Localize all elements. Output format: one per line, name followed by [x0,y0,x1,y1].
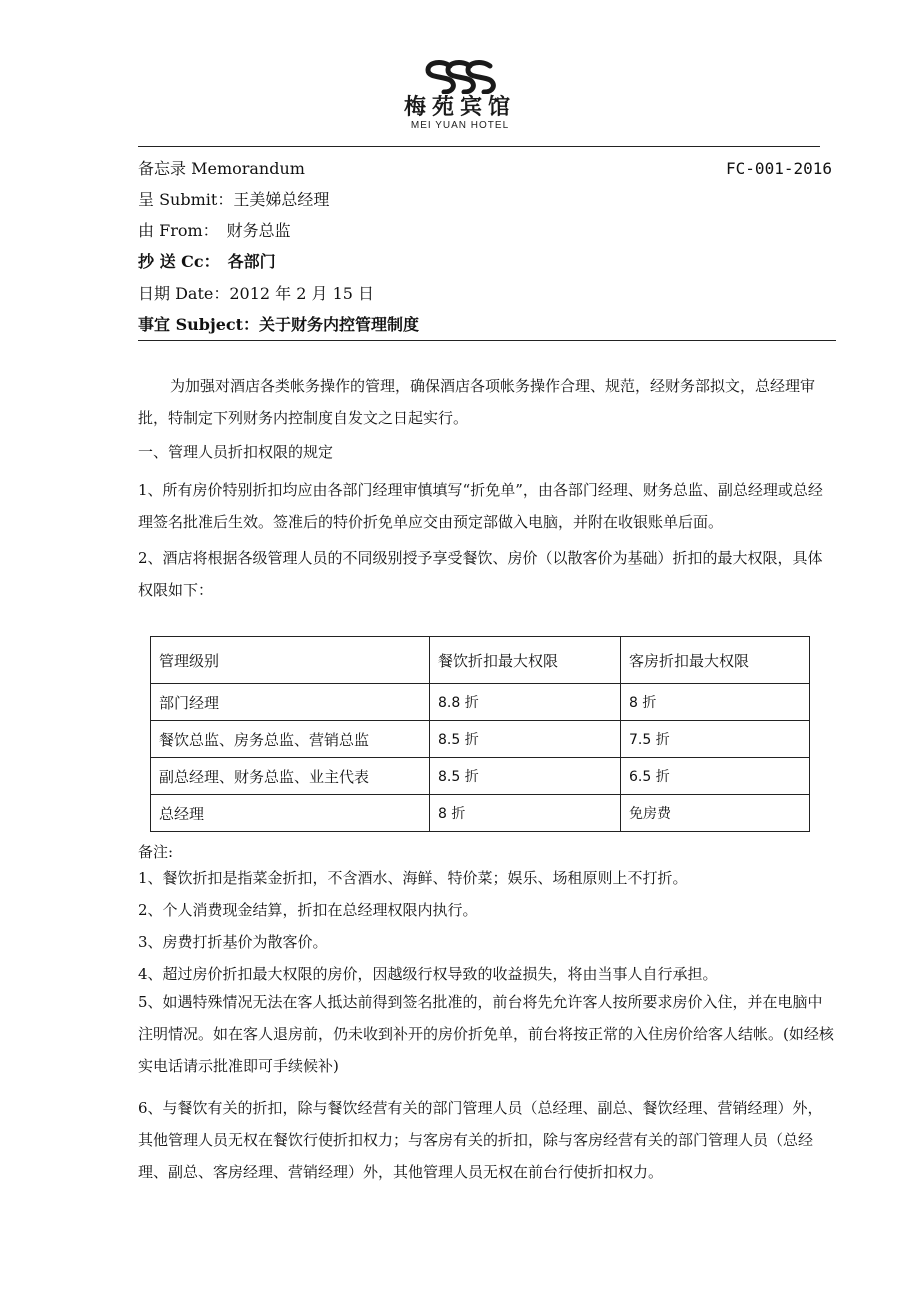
section-heading: 一、管理人员折扣权限的规定 [138,443,334,461]
rule-2-paragraph: 2、酒店将根据各级管理人员的不同级别授予享受餐饮、房价（以散客价为基础）折扣的最大权限，具体权限如下： [138,549,823,599]
table-row [151,721,810,758]
table-cell-level: 副总经理、财务总监、业主代表 [151,758,430,795]
note-item-3: 3、房费打折基价为散客价。 [138,933,328,951]
note-item-1: 1、餐饮折扣是指菜金折扣，不含酒水、海鲜、特价菜；娱乐、场租原则上不打折。 [138,869,688,887]
table-cell-dining: 8.5 折 [430,758,621,795]
table-cell-level: 餐饮总监、房务总监、营销总监 [151,721,430,758]
intro-paragraph: 为加强对酒店各类帐务操作的管理，确保酒店各项帐务操作合理、规范，经财务部拟文，总经理审批，特制定下列财务内控制度自发文之日起实行。 [138,377,816,427]
table-row [151,684,810,721]
note-item-4: 4、超过房价折扣最大权限的房价，因越级行权导致的收益损失，将由当事人自行承担。 [138,965,718,983]
from-line: 由 From： 财务总监 [138,221,291,240]
submit-line: 呈 Submit：王美娣总经理 [138,190,330,209]
header-bottom-rule [138,340,836,341]
table-cell-room: 7.5 折 [621,721,810,758]
table-cell-room: 6.5 折 [621,758,810,795]
doc-type: 备忘录 Memorandum [138,159,305,178]
table-cell-dining: 8.5 折 [430,721,621,758]
note-item-2: 2、个人消费现金结算，折扣在总经理权限内执行。 [138,901,478,919]
date-line: 日期 Date：2012 年 2 月 15 日 [138,284,375,303]
note-item-6: 6、与餐饮有关的折扣，除与餐饮经营有关的部门管理人员（总经理、副总、餐饮经理、营销经理）外，其他管理人员无权在餐饮行使折扣权力；与客房有关的折扣，除与客房经营有关的部门管理人员（总经理、副总、客房经理、营销经理）外，其他管理人员无权在前台行使折扣权力。 [138,1099,823,1181]
header-top-rule [138,146,820,147]
table-header-cell: 餐饮折扣最大权限 [430,637,621,684]
notes-title: 备注: [138,843,174,861]
table-cell-room: 免房费 [621,795,810,832]
table-cell-level: 总经理 [151,795,430,832]
hotel-emblem-icon [420,58,500,94]
discount-limits-table [150,636,810,832]
brand-name-cn: 梅苑宾馆 [403,94,516,120]
doc-number: FC-001-2016 [726,159,832,178]
table-cell-dining: 8.8 折 [430,684,621,721]
table-cell-level: 部门经理 [151,684,430,721]
table-cell-dining: 8 折 [430,795,621,832]
cc-line: 抄 送 Cc： 各部门 [138,252,276,271]
table-row [151,795,810,832]
table-header-cell: 管理级别 [151,637,430,684]
rule-1-paragraph: 1、所有房价特别折扣均应由各部门经理审慎填写“折免单”，由各部门经理、财务总监、副总经理或总经理签名批准后生效。签准后的特价折免单应交由预定部做入电脑，并附在收银账单后面。 [138,481,823,531]
table-header-row [151,637,810,684]
table-cell-room: 8 折 [621,684,810,721]
hotel-logo [0,58,920,132]
table-row [151,758,810,795]
brand-name-en: MEI YUAN HOTEL [410,120,510,131]
subject-line: 事宜 Subject：关于财务内控管理制度 [138,315,420,334]
note-item-5: 5、如遇特殊情况无法在客人抵达前得到签名批准的，前台将先允许客人按所要求房价入住，并在电脑中注明情况。如在客人退房前，仍未收到补开的房价折免单，前台将按正常的入住房价给客人结帐。(如经核实电话请示批准即可手续候补) [138,993,834,1075]
table-header-cell: 客房折扣最大权限 [621,637,810,684]
